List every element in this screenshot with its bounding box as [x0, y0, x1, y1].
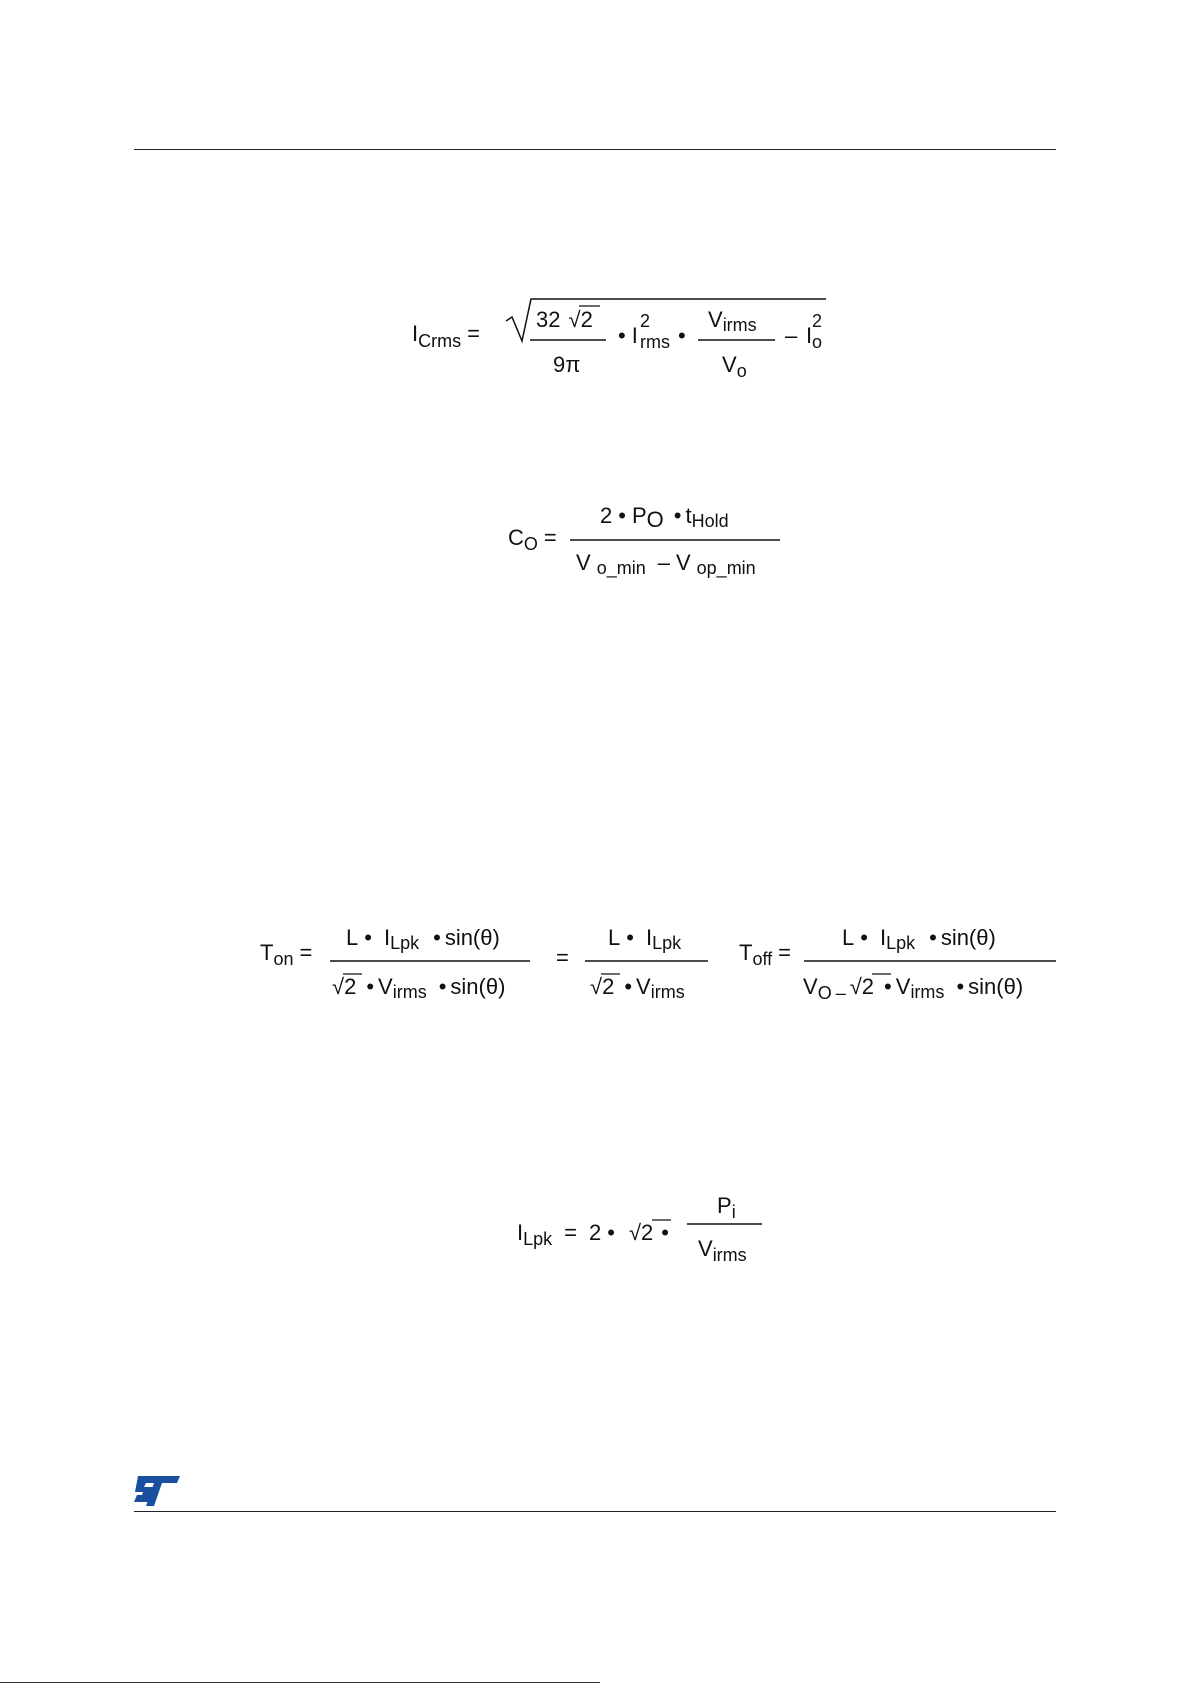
icrms-den: 9π [553, 352, 581, 377]
ton-num2: L • ILpk [608, 925, 682, 953]
icrms-dot2: • [678, 323, 686, 348]
icrms-sup: 2 [640, 311, 651, 331]
footer-rule [134, 1511, 1056, 1512]
ton-den: √2 • Virms • sin(θ) [332, 974, 506, 1002]
icrms-vnum: Virms [708, 307, 757, 335]
ton-eq2: = [556, 945, 569, 970]
toff-num: L • ILpk • sin(θ) [842, 925, 996, 953]
st-logo-icon [132, 1474, 182, 1508]
ton-den2: √2 • Virms [590, 974, 685, 1002]
ilpk-lhs: $I_{Lpk} = 2$ • √2 • [517, 1220, 669, 1249]
toff-lhs: $T_{off}$ = [739, 940, 791, 969]
icrms-vden: $V_o$ [722, 352, 747, 381]
co-lhs: $C_O$ = [508, 525, 557, 554]
ton-lhs: $T_{on}$ = [260, 940, 313, 969]
icrms-lhs: $I_{Crms}$ = [412, 321, 480, 351]
icrms-num: 32 √2 [536, 307, 593, 332]
ton-num: L • ILpk • sin(θ) [346, 925, 500, 953]
icrms-io-sub: o [812, 332, 823, 352]
st-logo-shape [134, 1476, 180, 1506]
co-den: V o_min – V op_min [576, 550, 756, 578]
icrms-io: I [806, 323, 813, 348]
icrms-sub: rms [640, 332, 670, 352]
icrms-io-sup: 2 [812, 311, 823, 331]
icrms-term: • I [618, 323, 638, 348]
ilpk-num: $P_i$ [717, 1193, 736, 1222]
ilpk-den: $V_{irms}$ [698, 1236, 747, 1265]
page-bottom-edge [0, 1682, 600, 1683]
icrms-minus: – [785, 323, 798, 348]
co-num: 2 • PO • tHold [600, 503, 729, 532]
toff-den: $V_O - √2$ • Virms • sin(θ) [803, 974, 1024, 1003]
